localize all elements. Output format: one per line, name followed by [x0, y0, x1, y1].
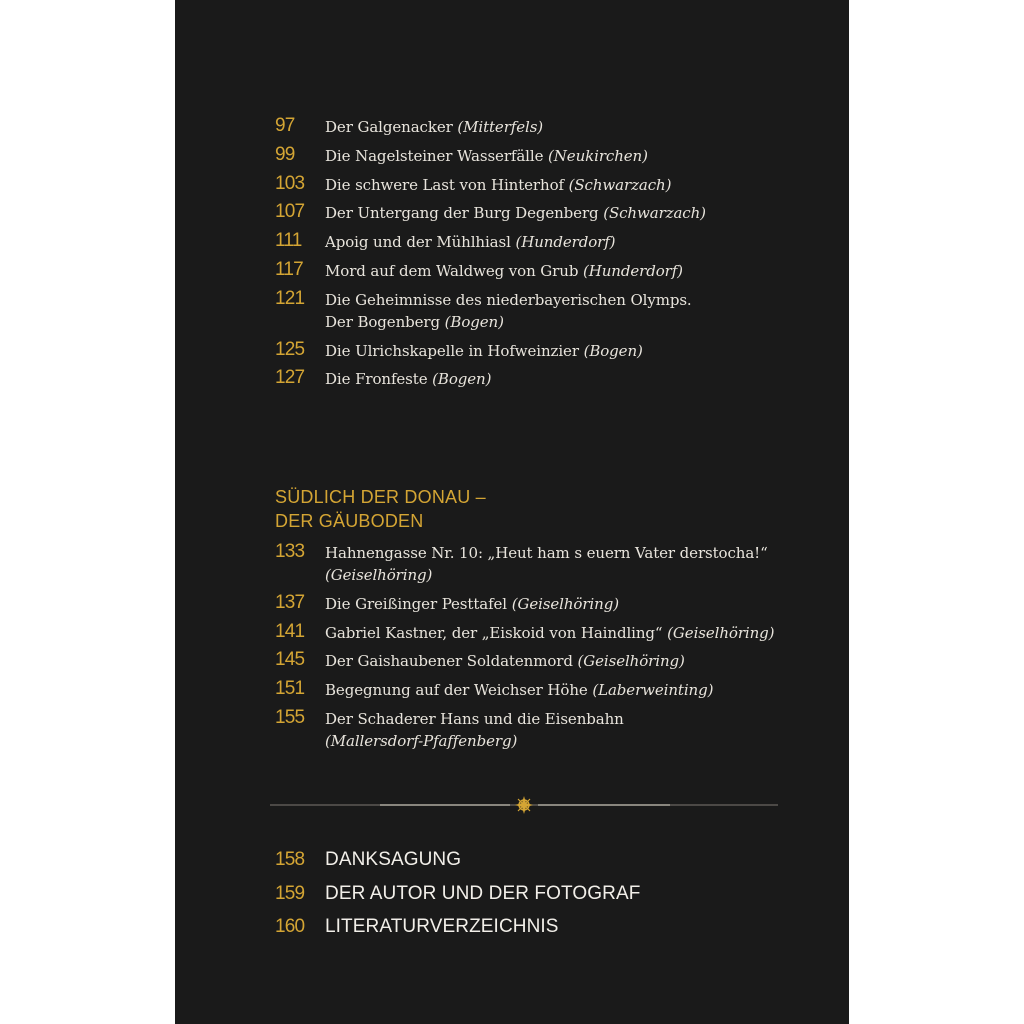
entry-place: (Geiselhöring) — [325, 566, 433, 584]
toc-entry[interactable] — [275, 231, 795, 253]
toc-group-1 — [275, 116, 795, 397]
page-number: 121 — [275, 287, 305, 309]
section-heading-line-1: SÜDLICH DER DONAU – — [275, 487, 486, 507]
entry-title: Die schwere Last von Hinterhof — [325, 175, 569, 194]
page-number: 133 — [275, 541, 305, 562]
toc-entry[interactable] — [275, 593, 795, 615]
toc-entry[interactable] — [275, 260, 795, 282]
page-number: 151 — [275, 678, 305, 700]
entry-title: Mord auf dem Waldweg von Grub — [325, 261, 583, 280]
entry-title: Die Geheimnisse des niederbayerischen Olymps. — [325, 290, 692, 309]
entry-title-continued: Der Bogenberg — [325, 312, 445, 331]
toc-entry[interactable] — [275, 915, 795, 939]
entry-title: DER AUTOR UND DER FOTOGRAF — [325, 882, 641, 904]
page-number: 155 — [275, 706, 305, 728]
entry-title: Die Fronfeste — [325, 370, 433, 389]
toc-entry[interactable] — [275, 848, 795, 872]
section-heading — [275, 485, 675, 533]
toc-group-2 — [275, 542, 795, 759]
entry-place: (Geiselhöring) — [511, 594, 619, 613]
entry-place: (Bogen) — [432, 370, 492, 389]
page-number: 127 — [275, 367, 305, 389]
entry-place: (Mitterfels) — [457, 118, 544, 136]
entry-place: (Mallersdorf-Pfaffenberg) — [325, 731, 518, 750]
page-number: 160 — [275, 916, 305, 937]
page-number: 103 — [275, 172, 305, 194]
page-number: 137 — [275, 591, 305, 613]
toc-entry[interactable] — [275, 368, 795, 390]
entry-place: (Geiselhöring) — [667, 623, 775, 642]
toc-entry[interactable] — [275, 174, 795, 196]
page-number: 107 — [275, 201, 305, 223]
page-number: 99 — [275, 143, 295, 165]
toc-entry[interactable] — [275, 708, 795, 752]
entry-place: (Bogen) — [444, 312, 504, 331]
toc-entry[interactable] — [275, 622, 795, 644]
toc-entry[interactable] — [275, 542, 795, 586]
page-number: 117 — [275, 258, 303, 280]
page-number: 111 — [275, 230, 302, 252]
page-number: 158 — [275, 849, 305, 870]
ornament-divider — [270, 795, 778, 815]
toc-entry[interactable] — [275, 340, 795, 362]
page-number: 141 — [275, 620, 305, 642]
entry-title: Apoig und der Mühlhiasl — [325, 233, 516, 252]
entry-title: Der Schaderer Hans und die Eisenbahn — [325, 709, 624, 728]
entry-place: (Laberweinting) — [592, 681, 714, 700]
entry-place: (Hunderdorf) — [515, 233, 616, 252]
page-number: 159 — [275, 882, 305, 904]
toc-entry[interactable] — [275, 202, 795, 224]
compass-ornament-icon — [515, 796, 533, 814]
toc-entry[interactable] — [275, 289, 795, 333]
entry-title: DANKSAGUNG — [325, 849, 462, 870]
section-heading-line-2: DER GÄUBODEN — [275, 511, 424, 531]
entry-title: Die Nagelsteiner Wasserfälle — [325, 146, 549, 165]
toc-entry[interactable] — [275, 650, 795, 672]
entry-title: Die Ulrichskapelle in Hofweinzier — [325, 341, 584, 360]
toc-entry[interactable] — [275, 679, 795, 701]
entry-place: (Geiselhöring) — [577, 652, 685, 671]
entry-title: Begegnung auf der Weichser Höhe — [325, 681, 593, 700]
entry-title: LITERATURVERZEICHNIS — [325, 916, 559, 937]
entry-place: (Bogen) — [583, 341, 643, 360]
entry-title: Der Galgenacker — [325, 118, 458, 136]
toc-entry[interactable] — [275, 882, 795, 906]
page-number: 125 — [275, 338, 305, 360]
toc-back-matter — [275, 848, 795, 949]
entry-place: (Schwarzach) — [568, 175, 672, 194]
entry-place: (Hunderdorf) — [582, 261, 683, 280]
entry-title: Gabriel Kastner, der „Eiskoid von Haindling“ — [325, 623, 668, 642]
entry-title: Hahnengasse Nr. 10: „Heut ham s euern Vater derstocha!“ — [325, 544, 768, 562]
toc-entry[interactable] — [275, 145, 795, 167]
book-page — [175, 0, 849, 1024]
page-number: 97 — [275, 115, 295, 136]
toc-entry[interactable] — [275, 116, 795, 138]
page-number: 145 — [275, 649, 305, 671]
entry-place: (Schwarzach) — [603, 204, 706, 223]
entry-title: Der Untergang der Burg Degenberg — [325, 204, 604, 223]
entry-place: (Neukirchen) — [548, 146, 648, 165]
entry-title: Der Gaishaubener Soldatenmord — [325, 652, 578, 671]
entry-title: Die Greißinger Pesttafel — [325, 594, 512, 613]
